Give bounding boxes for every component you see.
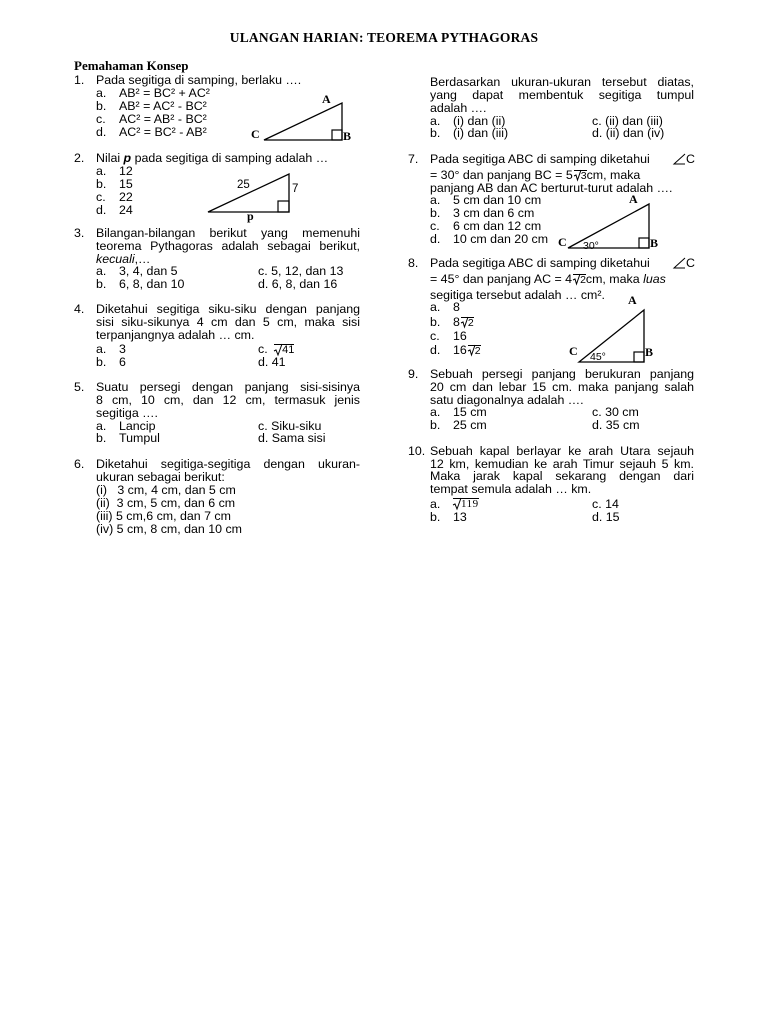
question-number: 4. <box>74 302 85 316</box>
option-c: 6 cm dan 12 cm <box>453 219 542 233</box>
question-line: Suatu persegi dengan panjang sisi-sisinya <box>96 380 360 394</box>
option-c: c. 14 <box>592 497 619 511</box>
angle-label: 45° <box>590 351 606 363</box>
radicand: 2 <box>474 345 481 357</box>
radicand: 2 <box>580 274 586 286</box>
question-line: terpanjangnya adalah … cm. <box>96 328 255 342</box>
question-number: 5. <box>74 380 85 394</box>
question-line: Diketahui segitiga-segitiga dengan ukuran- <box>96 457 360 471</box>
question-number: 7. <box>408 152 419 166</box>
line-text: = 30° dan panjang BC = 5 <box>430 168 573 182</box>
sqrt-2 <box>461 317 474 328</box>
option-letter: a. <box>96 264 107 278</box>
option-letter: a. <box>96 86 107 100</box>
option-letter: a. <box>96 164 107 178</box>
option-letter: b. <box>96 277 107 291</box>
option-b: 6 <box>119 355 126 369</box>
question-number: 6. <box>74 457 85 471</box>
option-letter: c. <box>430 329 440 343</box>
option-d: 24 <box>119 203 133 217</box>
radicand: 41 <box>282 344 295 356</box>
option-b: 6, 8, dan 10 <box>119 277 185 291</box>
variable-p: p <box>123 151 132 165</box>
question-number: 3. <box>74 226 85 240</box>
line-text: cm, maka <box>585 272 644 286</box>
radicand: 2 <box>467 317 474 329</box>
section-heading: Pemahaman Konsep <box>74 58 189 73</box>
option-a: (i) dan (ii) <box>453 114 506 128</box>
option-letter: a. <box>96 419 107 433</box>
option-a: 15 cm <box>453 405 487 419</box>
option-d: d. Sama sisi <box>258 431 326 445</box>
radical-icon <box>461 317 468 328</box>
option-c: c. 30 cm <box>592 405 639 419</box>
question-number: 9. <box>408 367 419 381</box>
option-c: 16 <box>453 329 467 343</box>
option-a: AB² = BC² + AC² <box>119 86 210 100</box>
option-d: d. 6, 8, dan 16 <box>258 277 338 291</box>
angle-vertex: C <box>686 256 695 270</box>
option-letter: d. <box>430 232 441 246</box>
question-line: 20 cm dan lebar 15 cm. maka panjang salah <box>430 380 694 394</box>
vertex-label-a: A <box>629 192 638 206</box>
vertex-label-c: C <box>558 235 567 249</box>
option-b: Tumpul <box>119 431 160 445</box>
question-line: tempat semula adalah … km. <box>430 482 592 496</box>
list-item: (ii) 3 cm, 5 cm, dan 6 cm <box>96 496 236 510</box>
option-letter: b. <box>430 206 441 220</box>
option-letter: c. <box>430 219 440 233</box>
angle-vertex: C <box>686 152 695 166</box>
kecuali-tail: ,… <box>134 252 151 266</box>
option-letter: c. <box>96 112 106 126</box>
question-number: 1. <box>74 73 85 87</box>
question-line: Pada segitiga ABC di samping diketahui <box>430 152 650 166</box>
option-letter: a. <box>96 342 107 356</box>
question-line: Pada segitiga ABC di samping diketahui <box>430 256 650 270</box>
question-line: 12 km, kemudian ke arah Timur sejauh 5 km. <box>430 457 694 471</box>
coefficient: 8 <box>453 315 460 329</box>
option-letter: b. <box>96 177 107 191</box>
vertex-label-c: C <box>251 127 260 141</box>
triangle-figure-1 <box>262 100 346 142</box>
option-a: 8 <box>453 300 460 314</box>
question-line: Bilangan-bilangan berikut yang memenuhi <box>96 226 360 240</box>
option-letter: a. <box>430 497 441 511</box>
radicand: 119 <box>461 498 479 510</box>
triangle-figure-7 <box>566 202 652 250</box>
option-letter: b. <box>96 431 107 445</box>
radical-icon <box>573 274 580 285</box>
vertex-label-a: A <box>322 92 331 106</box>
option-d <box>453 344 481 357</box>
option-c: c. Siku-siku <box>258 419 322 433</box>
list-item: (i) 3 cm, 4 cm, dan 5 cm <box>96 483 236 497</box>
question-line <box>430 273 666 286</box>
hypotenuse-label: 25 <box>237 179 250 191</box>
question-line: sisi siku-sikunya 4 cm dan 5 cm, maka sisi <box>96 315 360 329</box>
stem-text: Nilai <box>96 151 124 165</box>
sqrt-2 <box>468 345 481 356</box>
side-label: 7 <box>292 183 299 195</box>
radical-icon <box>468 345 475 356</box>
radical-icon <box>453 498 461 510</box>
option-letter: a. <box>430 405 441 419</box>
radical-icon <box>574 170 581 181</box>
question-line: Sebuah kapal berlayar ke arah Utara sejauh <box>430 444 694 458</box>
angle-icon <box>673 257 686 269</box>
line-text: cm, maka <box>586 168 641 182</box>
sqrt-119 <box>453 498 479 510</box>
question-line: yang dapat membentuk segitiga tumpul <box>430 88 694 102</box>
option-letter: b. <box>96 99 107 113</box>
triangle-figure-8 <box>577 308 647 364</box>
list-item: (iii) 5 cm,6 cm, dan 7 cm <box>96 509 231 523</box>
question-line: adalah …. <box>430 101 487 115</box>
sqrt-2 <box>573 274 586 285</box>
option-letter: c. <box>258 342 268 356</box>
question-line: satu diagonalnya adalah …. <box>430 393 584 407</box>
option-d: d. (ii) dan (iv) <box>592 126 665 140</box>
option-letter: b. <box>430 315 441 329</box>
coefficient: 16 <box>453 343 467 357</box>
option-c: c. (ii) dan (iii) <box>592 114 663 128</box>
question-line: ukuran sebagai berikut: <box>96 470 225 484</box>
option-letter: d. <box>96 125 107 139</box>
list-item: (iv) 5 cm, 8 cm, dan 10 cm <box>96 522 242 536</box>
question-line: panjang AB dan AC berturut-turut adalah …. <box>430 181 673 195</box>
question-line: segitiga …. <box>96 406 158 420</box>
stem-text: pada segitiga di samping adalah … <box>131 151 329 165</box>
option-letter: b. <box>430 126 441 140</box>
vertex-label-b: B <box>645 345 654 359</box>
question-line: 8 cm, 10 cm, dan 12 cm, termasuk jenis <box>96 393 360 407</box>
vertex-label-c: C <box>569 344 578 358</box>
option-a: 3 <box>119 342 126 356</box>
page-title: ULANGAN HARIAN: TEOREMA PYTHAGORAS <box>229 30 539 45</box>
option-c: AC² = AB² - BC² <box>119 112 207 126</box>
option-d: AC² = BC² - AB² <box>119 125 207 139</box>
option-a: Lancip <box>119 419 156 433</box>
vertex-label-b: B <box>343 129 352 143</box>
line-text: = 45° dan panjang AC = 4 <box>430 272 573 286</box>
option-b: AB² = AC² - BC² <box>119 99 207 113</box>
option-b: 13 <box>453 510 467 524</box>
option-d: 10 cm dan 20 cm <box>453 232 549 246</box>
option-letter: d. <box>96 203 107 217</box>
option-letter: b. <box>96 355 107 369</box>
option-a: 12 <box>119 164 133 178</box>
vertex-label-a: A <box>628 293 637 307</box>
base-label-p: p <box>247 209 254 223</box>
option-b: 3 cm dan 6 cm <box>453 206 535 220</box>
option-letter: a. <box>430 193 441 207</box>
option-d: d. 15 <box>592 510 620 524</box>
option-letter: b. <box>430 418 441 432</box>
option-letter: d. <box>430 343 441 357</box>
option-a: 5 cm dan 10 cm <box>453 193 542 207</box>
option-b: (i) dan (iii) <box>453 126 509 140</box>
question-stem: Pada segitiga di samping, berlaku …. <box>96 73 302 87</box>
question-number: 2. <box>74 151 85 165</box>
option-b: 15 <box>119 177 133 191</box>
angle-label: 30° <box>583 240 599 252</box>
question-line: segitiga tersebut adalah … cm². <box>430 288 605 302</box>
question-line: Diketahui segitiga siku-siku dengan panjang <box>96 302 360 316</box>
option-d: d. 35 cm <box>592 418 640 432</box>
option-a <box>453 497 479 510</box>
luas-word: luas <box>643 272 666 286</box>
option-b: 25 cm <box>453 418 487 432</box>
option-letter: b. <box>430 510 441 524</box>
radicand: 3 <box>580 170 587 182</box>
option-d: d. 41 <box>258 355 286 369</box>
question-line: Berdasarkan ukuran-ukuran tersebut diatas, <box>430 75 694 89</box>
option-c: 22 <box>119 190 133 204</box>
option-letter: c. <box>96 190 106 204</box>
question-line: Maka jarak kapal sekarang dengan dari <box>430 469 694 483</box>
question-number: 8. <box>408 256 419 270</box>
option-letter: a. <box>430 300 441 314</box>
option-b <box>453 316 474 329</box>
option-letter: a. <box>430 114 441 128</box>
vertex-label-b: B <box>650 236 659 250</box>
question-line: teorema Pythagoras adalah sebagai berikut, <box>96 239 360 253</box>
question-number: 10. <box>408 444 426 458</box>
sqrt-3 <box>574 170 587 181</box>
kecuali-word: kecuali <box>96 252 135 266</box>
question-line: Sebuah persegi panjang berukuran panjang <box>430 367 694 381</box>
angle-icon <box>673 153 686 165</box>
option-c: c. 5, 12, dan 13 <box>258 264 344 278</box>
option-a: 3, 4, dan 5 <box>119 264 178 278</box>
